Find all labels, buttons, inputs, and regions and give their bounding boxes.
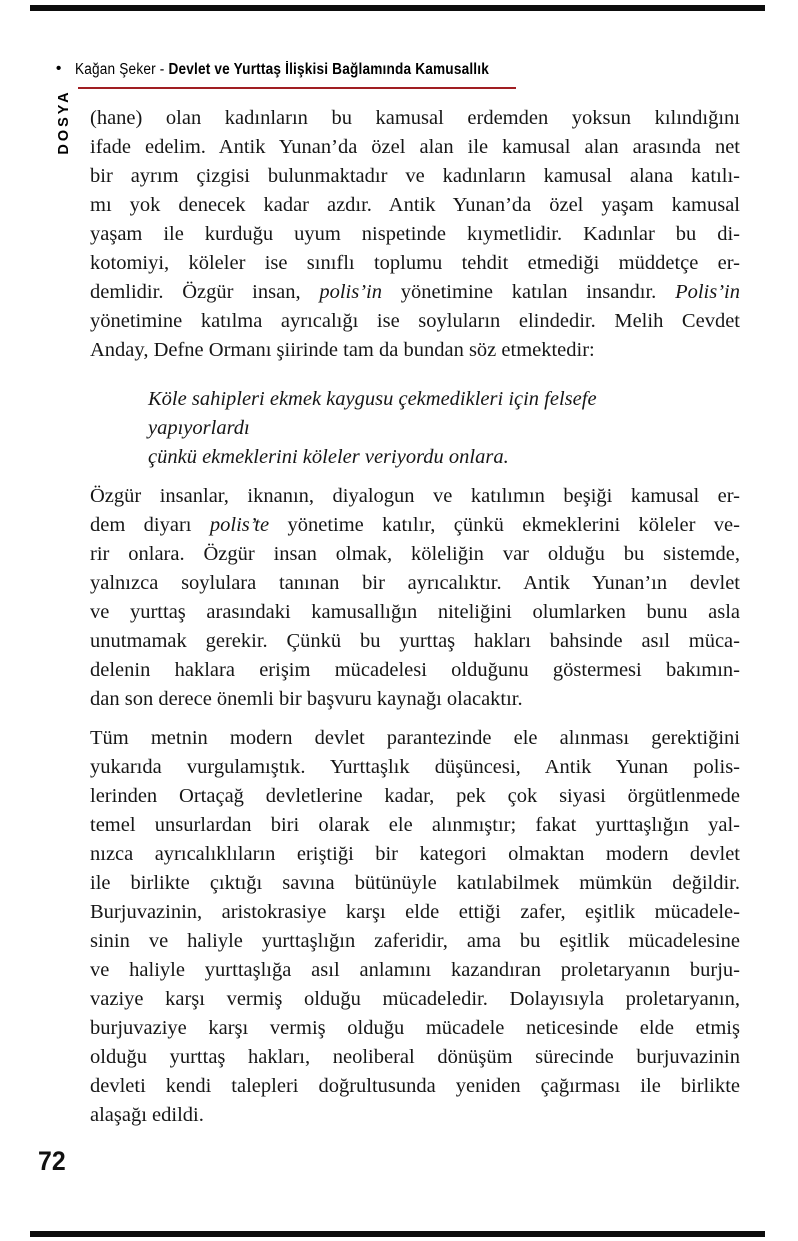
text-line: mı yok denecek kadar azdır. Antik Yunan’da özel yaşam kamusal <box>90 194 740 216</box>
text-line: (hane) olan kadınların bu kamusal erdemden yoksun kılındığını <box>90 107 740 129</box>
text-line: çünkü ekmeklerini köleler veriyordu onlara. <box>148 446 509 468</box>
text-line: dan son derece önemli bir başvuru kaynağı olacaktır. <box>90 688 523 710</box>
author-name: Kağan Şeker - <box>75 61 169 78</box>
text-line: ifade edelim. Antik Yunan’da özel alan ile kamusal alan arasında net <box>90 136 740 158</box>
text-line: ile birlikte çıktığı savına bütünüyle katılabilmek mümkün değildir. <box>90 872 740 894</box>
text-line: Anday, Defne Ormanı şiirinde tam da bundan söz etmektedir: <box>90 339 595 361</box>
article-header <box>56 60 756 79</box>
text-line: Özgür insanlar, iknanın, diyalogun ve katılımın beşiği kamusal er- <box>90 485 740 507</box>
paragraph <box>90 104 740 365</box>
text-line: Köle sahipleri ekmek kaygusu çekmedikleri için felsefe <box>148 388 597 410</box>
poem-quote <box>148 385 740 472</box>
text-line: yukarıda vurgulamıştık. Yurttaşlık düşüncesi, Antik Yunan polis- <box>90 756 740 778</box>
text-line: yaşam ile kurduğu uyum nispetinde kıymetlidir. Kadınlar bu di- <box>90 223 740 245</box>
section-label-vertical: DOSYA <box>56 89 72 155</box>
text-line: alaşağı edildi. <box>90 1104 204 1126</box>
text-line: burjuvaziye karşı vermiş olduğu mücadele neticesinde elde etmiş <box>90 1017 740 1039</box>
header-underline-rule <box>78 87 516 89</box>
bullet-icon: • <box>56 60 62 77</box>
bottom-rule-bar <box>30 1231 765 1237</box>
article-title: Devlet ve Yurttaş İlişkisi Bağlamında Kamusallık <box>168 61 490 78</box>
text-line: demlidir. Özgür insan, polis’in yönetimine katılan insandır. Polis’in <box>90 281 740 303</box>
text-line: olduğu yurttaş hakları, neoliberal dönüşüm sürecinde burjuvazinin <box>90 1046 740 1068</box>
text-line: devleti kendi talepleri doğrultusunda yeniden çağırması ile birlikte <box>90 1075 740 1097</box>
top-rule-bar <box>30 5 765 11</box>
text-line: yapıyorlardı <box>148 417 250 439</box>
text-line: lerinden Ortaçağ devletlerine kadar, pek çok siyasi örgütlenmede <box>90 785 740 807</box>
text-line: nızca ayrıcalıklıların eriştiği bir kategori olmaktan modern devlet <box>90 843 740 865</box>
paragraph <box>90 724 740 1130</box>
text-block <box>90 104 740 1130</box>
page-number: 72 <box>38 1146 66 1176</box>
text-line: yönetimine katılma ayrıcalığı ise soyluların elindedir. Melih Cevdet <box>90 310 740 332</box>
text-line: bir ayrım çizgisi bulunmaktadır ve kadınların kamusal alana katılı- <box>90 165 740 187</box>
text-line: dem diyarı polis’te yönetime katılır, çünkü ekmeklerini köleler ve- <box>90 514 740 536</box>
text-line: unutmamak gerekir. Çünkü bu yurttaş hakları bahsinde asıl müca- <box>90 630 740 652</box>
text-line: temel unsurlardan biri olarak ele alınmıştır; fakat yurttaşlığın yal- <box>90 814 740 836</box>
text-line: kotomiyi, köleler ise sınıflı toplumu tehdit etmediği müddetçe er- <box>90 252 740 274</box>
text-line: rir onlara. Özgür insan olmak, köleliğin var olduğu bu sistemde, <box>90 543 740 565</box>
paragraph <box>90 482 740 714</box>
text-line: ve yurttaş arasındaki kamusallığın niteliğini olumlarken bunu asla <box>90 601 740 623</box>
text-line: vaziye karşı vermiş olduğu mücadeledir. Dolayısıyla proletaryanın, <box>90 988 740 1010</box>
text-line: yalnızca soylulara tanınan bir ayrıcalıktır. Antik Yunan’ın devlet <box>90 572 740 594</box>
text-line: sinin ve haliyle yurttaşlığın zaferidir, ama bu eşitlik mücadelesine <box>90 930 740 952</box>
text-line: Tüm metnin modern devlet parantezinde ele alınması gerektiğini <box>90 727 740 749</box>
text-line: Burjuvazinin, aristokrasiye karşı elde ettiği zafer, eşitlik mücadele- <box>90 901 740 923</box>
text-line: ve haliyle yurttaşlığa asıl anlamını kazandıran proletaryanın burju- <box>90 959 740 981</box>
text-line: delenin haklara erişim mücadelesi olduğunu göstermesi bakımın- <box>90 659 740 681</box>
